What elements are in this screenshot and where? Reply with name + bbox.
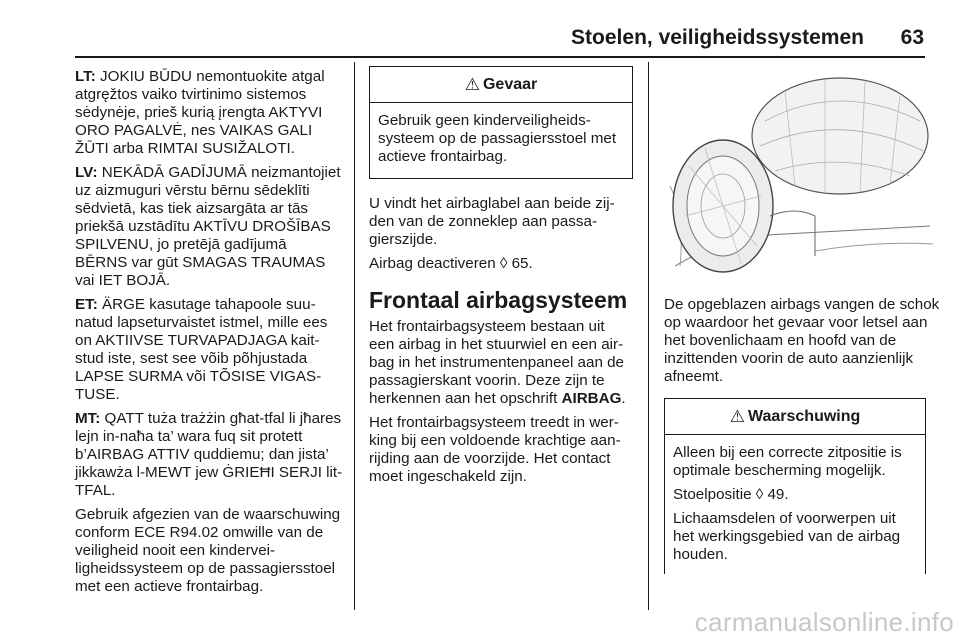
lang-label: ET: [75, 296, 98, 313]
paragraph-text: QATT tuża trażżin għat-tfal li jħares lejn in-naħa ta’ wara fuq sit protett b’AIRBAG ATTIV quddiemu; dan jista’ jikkawża l-MEWT jew ĠRIEĦI SERJI lit-TFAL. [75, 410, 343, 499]
paragraph-text: NEKĀDĀ GADĪJUMĀ neizmantojiet uz aizmuguri vērstu bērnu sēdeklīti sēdvietā, kas tiek aizsargāta ar tās priekšā uzstādītu AKTĪVU DROŠĪBAS SPILVENU, jo pretējā gadījumā BĒRNS var gūt SMAGAS TRAUMAS vai IET BOJĀ. [75, 164, 341, 289]
paragraph-text: Airbag deactiveren [369, 255, 500, 272]
warning-et [75, 296, 343, 404]
warning-box [664, 398, 926, 574]
lang-label: MT: [75, 410, 101, 427]
airbag-illustration [665, 66, 935, 278]
passenger-airbag [752, 78, 928, 194]
page-ref-icon: ◊ [499, 255, 508, 272]
airbag-inscription: AIRBAG [561, 390, 622, 407]
danger-box-title: Gevaar [482, 75, 538, 93]
column-divider-2 [648, 62, 649, 610]
paragraph-text: JOKIU BŪDU nemontuokite atgal atgręžtos vaiko tvirtinimo sistemos sėdynėje, prieš kurią įrengta AKTYVI ORO PAGALVĖ, nes VAIKAS GALI ŽŪTI arba RIMTAI SUSIŽALOTI. [75, 68, 325, 157]
lang-label: LV: [75, 164, 98, 181]
warning-box-text-3: Lichaamsdelen of voorwerpen uit het werkingsgebied van de airbag houden. [673, 510, 901, 563]
watermark: carmanualsonline.info [694, 607, 954, 637]
warning-box-title: Waarschuwing [747, 407, 861, 425]
warning-lv [75, 164, 343, 290]
warning-box-header [665, 399, 925, 435]
page-ref-link[interactable]: 65. [507, 255, 533, 272]
column-2 [369, 66, 633, 492]
warning-box-text-2: Stoelpositie ◊ 49. [673, 486, 789, 503]
airbag-label-paragraph: U vindt het airbaglabel aan beide zijden van de zonneklep aan passagierszijde. [369, 195, 615, 248]
warning-box-body [665, 435, 925, 574]
danger-box-header [370, 67, 632, 103]
page-header [0, 0, 960, 56]
paragraph-text: Gebruik afgezien van de waarschuwing conform ECE R94.02 omwille van de veiligheid nooit een kinderveiligheidssysteem op de passagiersstoel met een actieve frontairbag. [75, 506, 341, 595]
paragraph-text: Het frontairbagsysteem bestaan uit een airbag in het stuurwiel en een airbag in het instrumentenpaneel aan de passagierskant voorin. Deze zijn te herkennen aan het opschrift [369, 318, 625, 407]
warning-lt [75, 68, 343, 158]
frontal-airbag-paragraph: Het frontairbagsysteem bestaan uit een airbag in het stuurwiel en een airbag in het instrumentenpaneel aan de passagierskant voorin. Deze zijn te herkennen aan het opschrift AIRBAG. [369, 318, 626, 407]
header-rule [75, 56, 925, 58]
section-heading: Frontaal airbagsysteem [369, 287, 628, 313]
warning-triangle-icon: ⚠ [729, 406, 745, 426]
lang-label: LT: [75, 68, 96, 85]
warning-triangle-icon: ⚠ [464, 74, 480, 94]
airbag-trigger-paragraph: Het frontairbagsysteem treedt in werking bij een voldoende krachtige aanrijding aan de voorzijde. Het contact moet ingeschakeld zijn. [369, 414, 621, 485]
paragraph-text: ÄRGE kasutage tahapoole suunatud lapseturvaistet istmel, mille ees on AKTIIVSE TURVAPADJAGA kaitstud iste, sest see võib põhjustada LAPSE SURMA või TÕSISE VIGASTUSE. [75, 296, 328, 403]
danger-box-text: Gebruik geen kinderveiligheidssysteem op de passagiersstoel met actieve frontairbag. [378, 112, 617, 165]
column-1 [75, 68, 343, 602]
airbag-deactivate-paragraph [369, 255, 633, 273]
warning-mt [75, 410, 343, 500]
column-divider-1 [354, 62, 355, 610]
danger-box-body [370, 103, 632, 178]
warning-box-text-1: Alleen bij een correcte zitpositie is optimale bescherming mogelijk. [673, 444, 902, 479]
page-ref-icon: ◊ [755, 486, 764, 503]
paragraph-ece [75, 506, 343, 596]
page-ref-link[interactable]: 49. [763, 486, 789, 503]
column-3 [664, 296, 940, 574]
header-title: Stoelen, veiligheidssystemen [571, 26, 864, 49]
figure-caption: De opgeblazen airbags vangen de schok op waardoor het gevaar voor letsel aan het bovenlichaam en hoofd van de inzittenden voorin de auto aanzienlijk afneemt. [664, 296, 940, 385]
page-number: 63 [900, 26, 924, 49]
danger-box [369, 66, 633, 179]
